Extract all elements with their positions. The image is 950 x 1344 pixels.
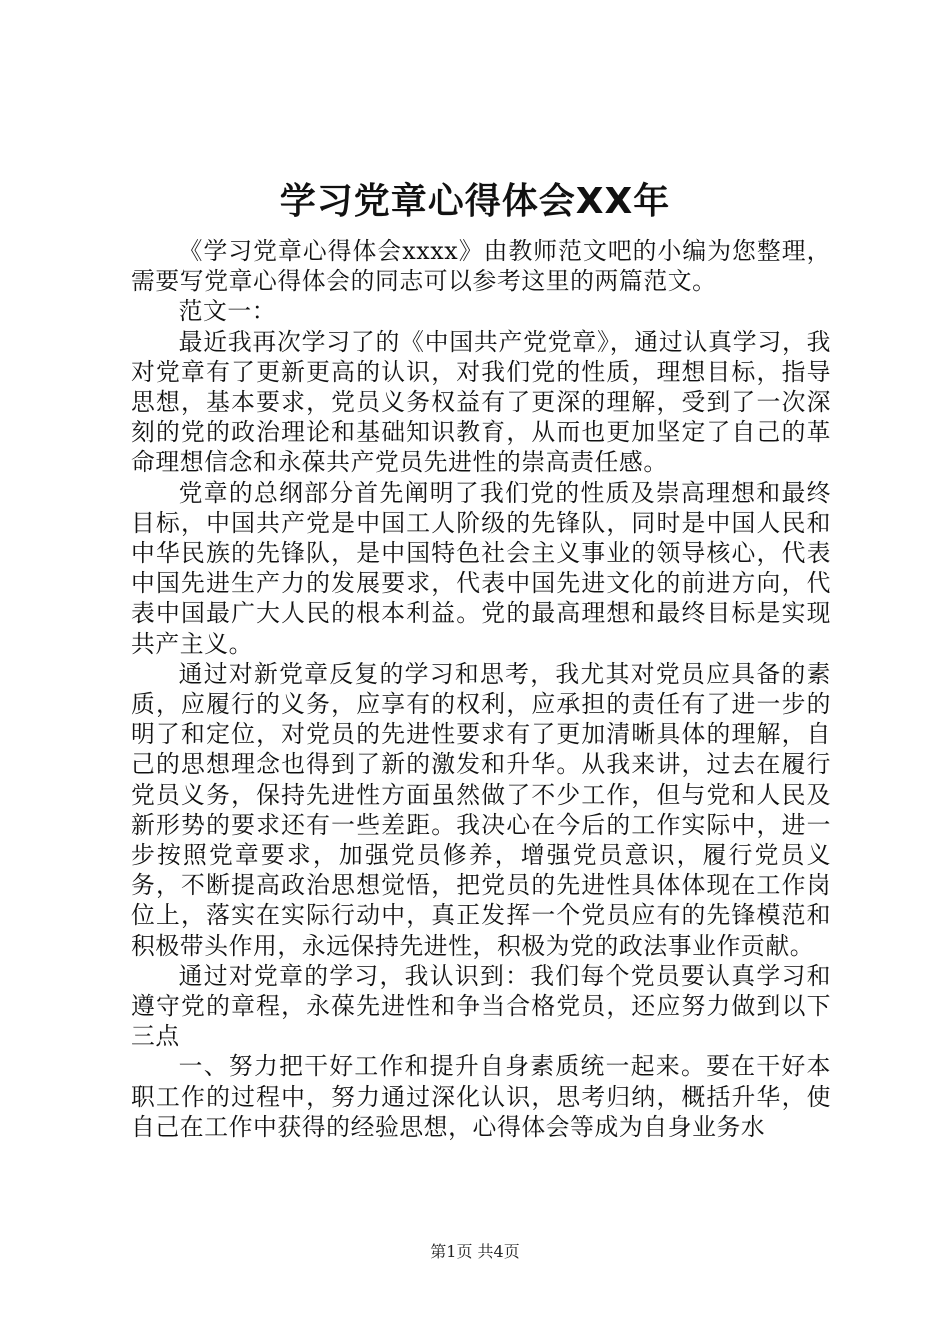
paragraph-intro: 《学习党章心得体会xxxx》由教师范文吧的小编为您整理，需要写党章心得体会的同志可以参考这里的两篇范文。 bbox=[131, 237, 831, 296]
document-title: 学习党章心得体会XX年 bbox=[279, 181, 671, 222]
paragraph: 通过对新党章反复的学习和思考，我尤其对党员应具备的素质，应履行的义务，应享有的权利，应承担的责任有了进一步的明了和定位，对党员的先进性要求有了更加清晰具体的理解，自己的思想理念也得到了新的激发和升华。从我来讲，过去在履行党员义务，保持先进性方面虽然做了不少工作，但与党和人民及新形势的要求还有一些差距。我决心在今后的工作实际中，进一步按照党章要求，加强党员修养，增强党员意识，履行党员义务，不断提高政治思想觉悟，把党员的先进性具体体现在工作岗位上，落实在实际行动中，真正发挥一个党员应有的先锋模范和积极带头作用，永远保持先进性，积极为党的政法事业作贡献。 bbox=[131, 659, 831, 960]
paragraph: 最近我再次学习了的《中国共产党党章》，通过认真学习，我对党章有了更新更高的认识，对我们党的性质，理想目标，指导思想，基本要求，党员义务权益有了更深的理解，受到了一次深刻的党的政治理论和基础知识教育，从而也更加坚定了自己的革命理想信念和永葆共产党员先进性的崇高责任感。 bbox=[131, 327, 831, 477]
paragraph: 党章的总纲部分首先阐明了我们党的性质及崇高理想和最终目标，中国共产党是中国工人阶级的先锋队，同时是中国人民和中华民族的先锋队，是中国特色社会主义事业的领导核心，代表中国先进生产力的发展要求，代表中国先进文化的前进方向，代表中国最广大人民的根本利益。党的最高理想和最终目标是实现共产主义。 bbox=[131, 478, 831, 658]
paragraph-sample-heading: 范文一： bbox=[178, 297, 277, 326]
page-footer: 第1页 共4页 bbox=[430, 1242, 520, 1261]
paragraph: 通过对党章的学习，我认识到：我们每个党员要认真学习和遵守党的章程，永葆先进性和争当合格党员，还应努力做到以下三点 bbox=[131, 961, 831, 1051]
document-body bbox=[131, 236, 831, 1142]
paragraph: 一、努力把干好工作和提升自身素质统一起来。要在干好本职工作的过程中，努力通过深化认识，思考归纳，概括升华，使自己在工作中获得的经验思想，心得体会等成为自身业务水 bbox=[131, 1052, 831, 1141]
